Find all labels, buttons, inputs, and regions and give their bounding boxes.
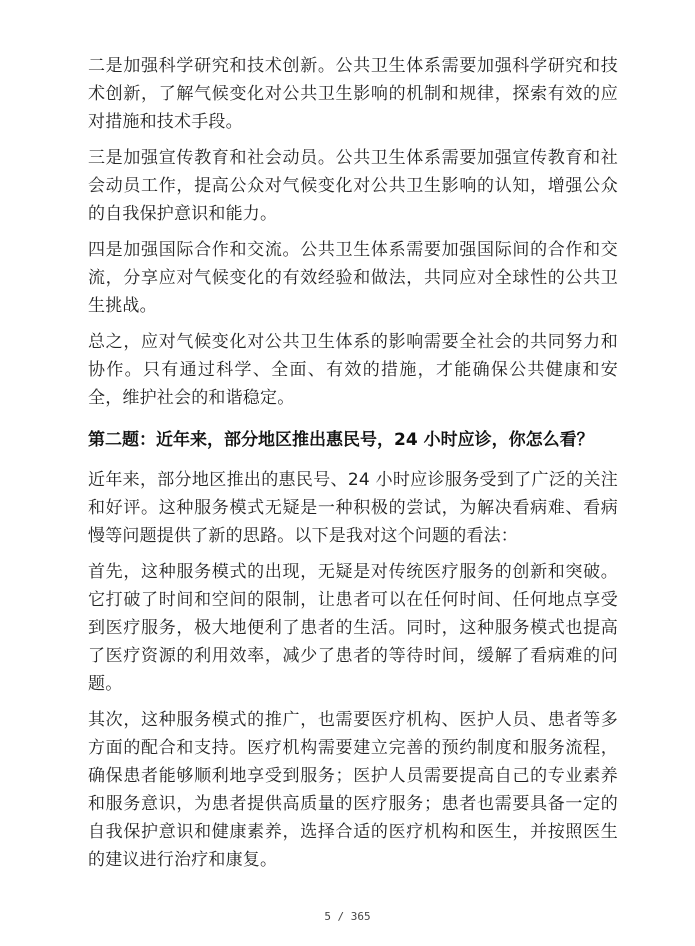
document-page: [88, 52, 618, 882]
page-number: 5 / 365: [324, 910, 371, 923]
paragraph-international-cooperation: 四是加强国际合作和交流。公共卫生体系需要加强国际间的合作和交流，分享应对气候变化的有效经验和做法，共同应对全球性的公共卫生挑战。: [88, 240, 618, 316]
paragraph-strengthen-research: 二是加强科学研究和技术创新。公共卫生体系需要加强科学研究和技术创新，了解气候变化对公共卫生影响的机制和规律，探索有效的应对措施和技术手段。: [88, 56, 618, 132]
paragraph-intro: 近年来，部分地区推出的惠民号、24 小时应诊服务受到了广泛的关注和好评。这种服务模式无疑是一种积极的尝试，为解决看病难、看病慢等问题提供了新的思路。以下是我对这个问题的看法：: [88, 470, 618, 546]
question-two-heading: 第二题：近年来，部分地区推出惠民号，24 小时应诊，你怎么看？: [88, 430, 594, 450]
paragraph-conclusion: 总之，应对气候变化对公共卫生体系的影响需要全社会的共同努力和协作。只有通过科学、全面、有效的措施，才能确保公共健康和安全，维护社会的和谐稳定。: [88, 332, 618, 408]
paragraph-first-point: 首先，这种服务模式的出现，无疑是对传统医疗服务的创新和突破。它打破了时间和空间的限制，让患者可以在任何时间、任何地点享受到医疗服务，极大地便利了患者的生活。同时，这种服务模式也提高了医疗资源的利用效率，减少了患者的等待时间，缓解了看病难的问题。: [88, 562, 618, 694]
paragraph-second-point: 其次，这种服务模式的推广，也需要医疗机构、医护人员、患者等多方面的配合和支持。医疗机构需要建立完善的预约制度和服务流程，确保患者能够顺利地享受到服务；医护人员需要提高自己的专业素养和服务意识，为患者提供高质量的医疗服务；患者也需要具备一定的自我保护意识和健康素养，选择合适的医疗机构和医生，并按照医生的建议进行治疗和康复。: [88, 710, 618, 870]
paragraph-strengthen-education: 三是加强宣传教育和社会动员。公共卫生体系需要加强宣传教育和社会动员工作，提高公众对气候变化对公共卫生影响的认知，增强公众的自我保护意识和能力。: [88, 148, 618, 224]
